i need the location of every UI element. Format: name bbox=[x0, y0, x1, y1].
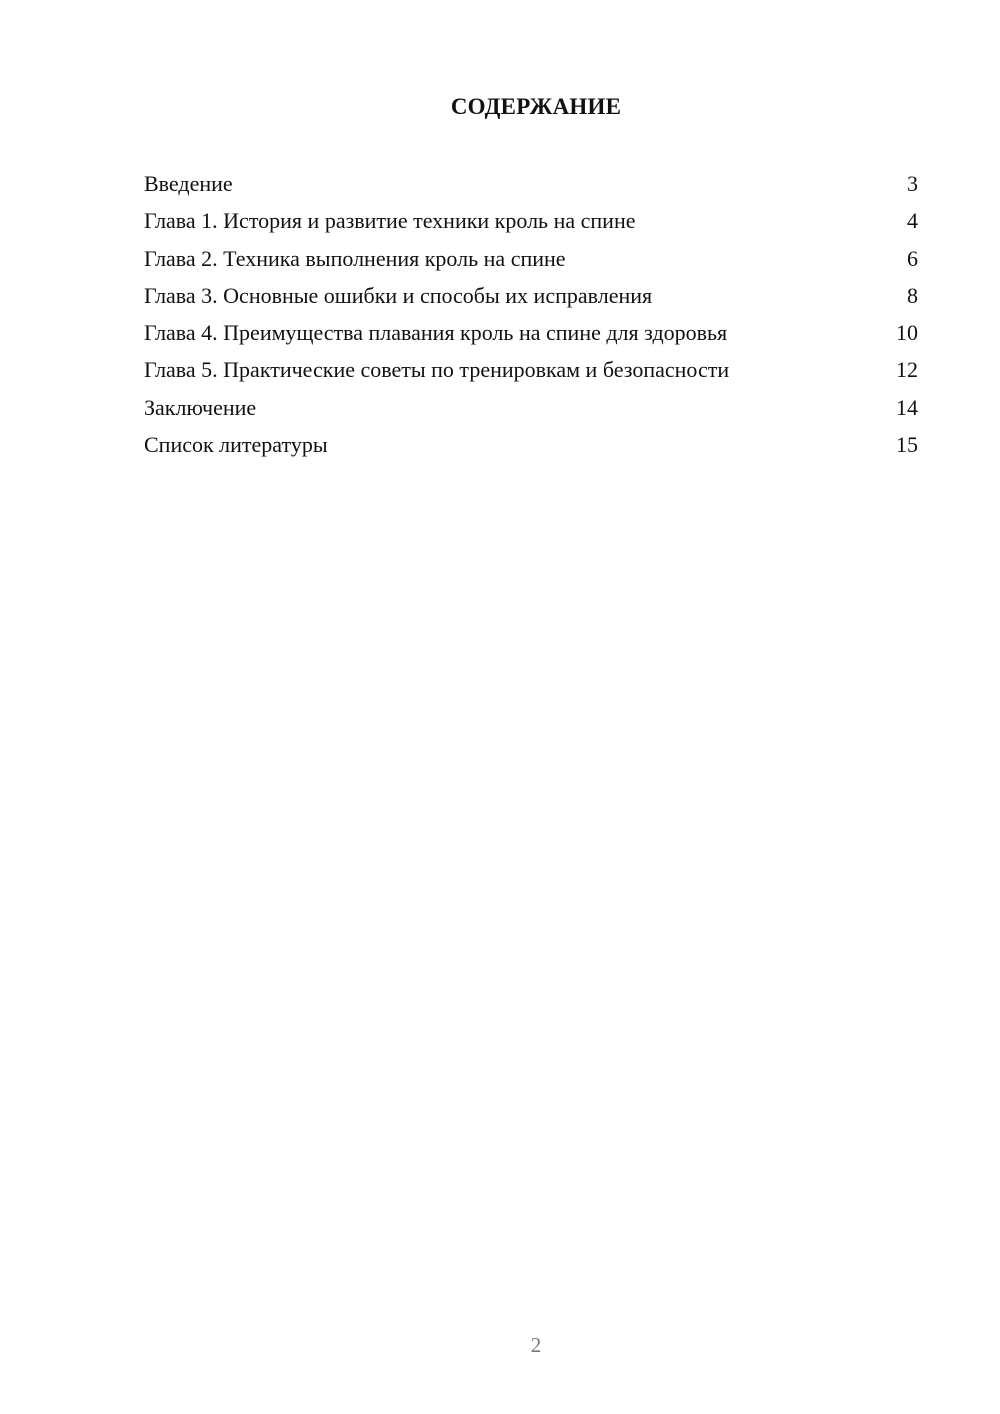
toc-entry-chapter-1[interactable] bbox=[144, 206, 918, 243]
toc-entry-label: Глава 3. Основные ошибки и способы их исправления bbox=[144, 282, 653, 308]
toc-entry-label: Глава 4. Преимущества плавания кроль на спине для здоровья bbox=[144, 320, 728, 346]
toc-entry-label: Глава 2. Техника выполнения кроль на спине bbox=[144, 245, 566, 271]
toc-entry-references[interactable] bbox=[144, 430, 918, 467]
toc-entry-label: Глава 1. История и развитие техники кроль на спине bbox=[144, 208, 636, 234]
toc-entry-chapter-5[interactable] bbox=[144, 355, 918, 392]
page-number: 2 bbox=[530, 1333, 542, 1357]
table-of-contents bbox=[144, 169, 918, 467]
toc-entry-page: 12 bbox=[896, 357, 918, 383]
toc-entry-chapter-3[interactable] bbox=[144, 281, 918, 318]
toc-entry-page: 14 bbox=[896, 394, 918, 420]
toc-entry-page: 15 bbox=[896, 432, 918, 458]
page-title: СОДЕРЖАНИЕ bbox=[450, 94, 622, 119]
toc-entry-page: 8 bbox=[907, 282, 918, 308]
toc-entry-introduction[interactable] bbox=[144, 169, 918, 206]
toc-entry-label: Заключение bbox=[144, 394, 257, 420]
toc-entry-page: 6 bbox=[907, 245, 918, 271]
toc-entry-label: Список литературы bbox=[144, 432, 328, 458]
toc-entry-page: 4 bbox=[907, 208, 918, 234]
toc-entry-label: Глава 5. Практические советы по тренировкам и безопасности bbox=[144, 357, 730, 383]
toc-entry-chapter-4[interactable] bbox=[144, 318, 918, 355]
toc-entry-page: 3 bbox=[907, 171, 918, 196]
toc-entry-chapter-2[interactable] bbox=[144, 244, 918, 281]
toc-entry-conclusion[interactable] bbox=[144, 393, 918, 430]
toc-entry-label: Введение bbox=[144, 171, 233, 196]
toc-entry-page: 10 bbox=[896, 320, 918, 346]
